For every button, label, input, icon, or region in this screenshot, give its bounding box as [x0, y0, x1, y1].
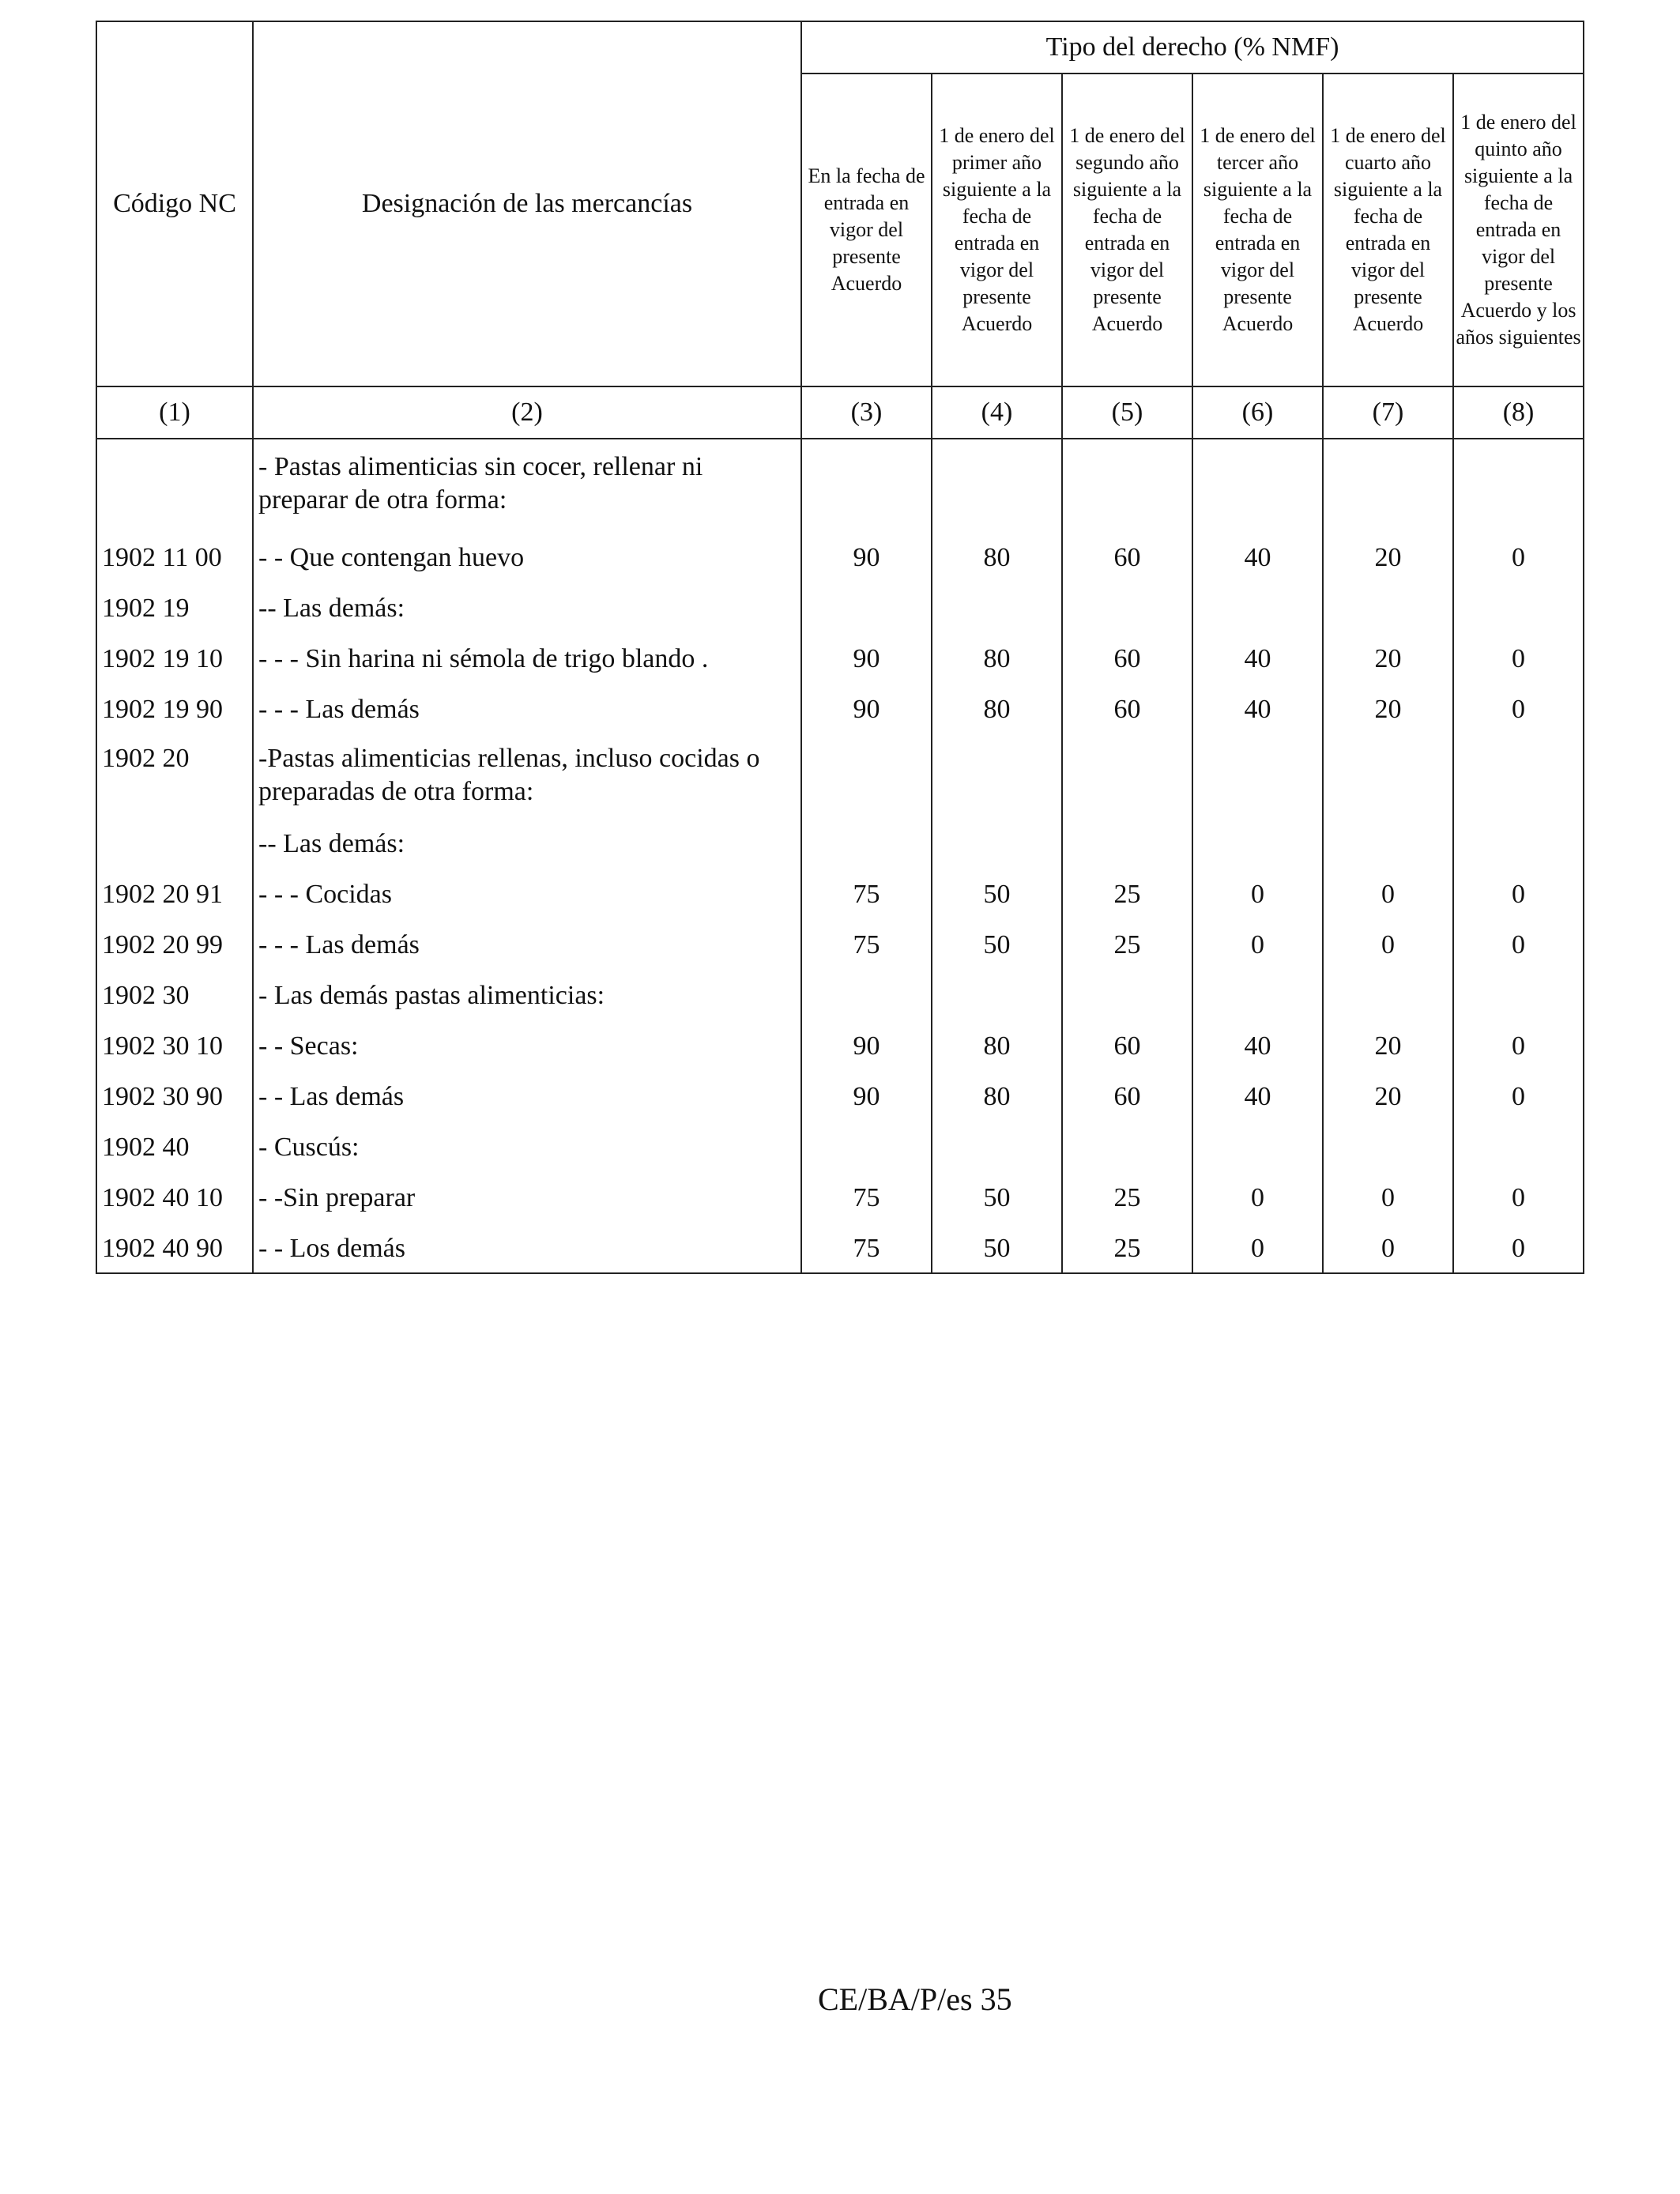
duty-rate-cell: 0 — [1453, 869, 1584, 919]
duty-rate-cell: 90 — [801, 1020, 932, 1071]
header-col-4: 1 de enero del primer año siguiente a la fecha de entrada en vigor del presente Acuerdo — [932, 74, 1062, 386]
duty-rate-cell — [1192, 1122, 1323, 1172]
table-row — [96, 532, 1584, 582]
duty-rate-cell — [1323, 439, 1453, 532]
duty-rate-cell: 0 — [1453, 1020, 1584, 1071]
nc-code-cell: 1902 30 90 — [96, 1071, 253, 1122]
duty-rate-cell — [1192, 818, 1323, 869]
duty-rate-cell: 25 — [1062, 869, 1192, 919]
header-col-3: En la fecha de entrada en vigor del presente Acuerdo — [801, 74, 932, 386]
nc-code-cell: 1902 40 — [96, 1122, 253, 1172]
duty-rate-cell: 40 — [1192, 1071, 1323, 1122]
duty-rate-cell: 0 — [1192, 1172, 1323, 1223]
description-cell: - - Que contengan huevo — [253, 532, 801, 582]
duty-rate-cell: 0 — [1453, 919, 1584, 970]
duty-rate-cell — [932, 734, 1062, 818]
duty-rate-cell: 90 — [801, 1071, 932, 1122]
header-codigo-nc: Código NC — [96, 21, 253, 386]
duty-rate-cell — [1323, 970, 1453, 1020]
duty-rate-cell: 25 — [1062, 919, 1192, 970]
duty-rate-cell — [1323, 818, 1453, 869]
duty-rate-cell — [1323, 582, 1453, 633]
duty-rate-cell: 50 — [932, 1172, 1062, 1223]
duty-rate-cell: 50 — [932, 1223, 1062, 1273]
duty-rate-cell: 40 — [1192, 1020, 1323, 1071]
duty-rate-cell — [1062, 818, 1192, 869]
duty-rate-cell: 75 — [801, 869, 932, 919]
description-cell: -Pastas alimenticias rellenas, incluso cocidas o preparadas de otra forma: — [253, 734, 801, 818]
table-header — [96, 21, 1584, 439]
duty-rate-cell: 80 — [932, 633, 1062, 684]
header-col-8: 1 de enero del quinto año siguiente a la fecha de entrada en vigor del presente Acuerdo y los años siguientes — [1453, 74, 1584, 386]
column-number: (5) — [1062, 386, 1192, 439]
duty-rate-cell — [1062, 582, 1192, 633]
duty-rate-cell — [801, 582, 932, 633]
duty-rate-cell: 0 — [1323, 869, 1453, 919]
duty-rate-cell — [1192, 734, 1323, 818]
duty-rate-cell — [1453, 818, 1584, 869]
description-cell: - - Los demás — [253, 1223, 801, 1273]
duty-rate-cell: 0 — [1453, 633, 1584, 684]
description-cell: - - - Las demás — [253, 684, 801, 734]
duty-rate-cell — [801, 734, 932, 818]
duty-rate-cell — [1192, 582, 1323, 633]
duty-rate-cell: 90 — [801, 684, 932, 734]
duty-rate-cell — [932, 1122, 1062, 1172]
duty-rate-cell: 75 — [801, 919, 932, 970]
duty-rate-cell: 50 — [932, 869, 1062, 919]
duty-rate-cell: 0 — [1323, 919, 1453, 970]
duty-rate-cell — [1062, 734, 1192, 818]
description-cell: - Las demás pastas alimenticias: — [253, 970, 801, 1020]
description-cell: - Cuscús: — [253, 1122, 801, 1172]
nc-code-cell — [96, 439, 253, 532]
duty-rate-cell — [1453, 734, 1584, 818]
duty-rate-cell: 0 — [1323, 1172, 1453, 1223]
duty-rate-cell: 60 — [1062, 1071, 1192, 1122]
duty-rate-cell: 80 — [932, 1071, 1062, 1122]
duty-rate-cell: 0 — [1323, 1223, 1453, 1273]
table-row — [96, 633, 1584, 684]
duty-rate-cell — [1453, 1122, 1584, 1172]
duty-rate-cell: 0 — [1192, 1223, 1323, 1273]
tariff-table — [96, 21, 1584, 1274]
duty-rate-cell — [801, 1122, 932, 1172]
duty-rate-cell: 20 — [1323, 1071, 1453, 1122]
duty-rate-cell: 40 — [1192, 532, 1323, 582]
header-col-6: 1 de enero del tercer año siguiente a la fecha de entrada en vigor del presente Acuerdo — [1192, 74, 1323, 386]
description-cell: -- Las demás: — [253, 818, 801, 869]
duty-rate-cell — [932, 818, 1062, 869]
table-row — [96, 439, 1584, 532]
duty-rate-cell: 20 — [1323, 532, 1453, 582]
table-row — [96, 1071, 1584, 1122]
duty-rate-cell: 80 — [932, 532, 1062, 582]
table-row — [96, 869, 1584, 919]
header-tipo-derecho: Tipo del derecho (% NMF) — [801, 21, 1584, 74]
description-cell: -- Las demás: — [253, 582, 801, 633]
table-row — [96, 1020, 1584, 1071]
header-col-7: 1 de enero del cuarto año siguiente a la fecha de entrada en vigor del presente Acuerdo — [1323, 74, 1453, 386]
column-number: (2) — [253, 386, 801, 439]
duty-rate-cell — [1192, 970, 1323, 1020]
duty-rate-cell: 25 — [1062, 1172, 1192, 1223]
duty-rate-cell — [932, 970, 1062, 1020]
duty-rate-cell: 50 — [932, 919, 1062, 970]
nc-code-cell: 1902 20 91 — [96, 869, 253, 919]
duty-rate-cell: 75 — [801, 1172, 932, 1223]
table-row — [96, 684, 1584, 734]
duty-rate-cell — [801, 818, 932, 869]
duty-rate-cell: 60 — [1062, 684, 1192, 734]
table-row — [96, 1172, 1584, 1223]
description-cell: - - Las demás — [253, 1071, 801, 1122]
nc-code-cell: 1902 19 90 — [96, 684, 253, 734]
table-row — [96, 734, 1584, 818]
nc-code-cell: 1902 20 — [96, 734, 253, 818]
description-cell: - -Sin preparar — [253, 1172, 801, 1223]
table-row — [96, 818, 1584, 869]
nc-code-cell: 1902 20 99 — [96, 919, 253, 970]
duty-rate-cell: 0 — [1453, 532, 1584, 582]
duty-rate-cell — [1453, 439, 1584, 532]
duty-rate-cell: 20 — [1323, 684, 1453, 734]
duty-rate-cell: 60 — [1062, 1020, 1192, 1071]
duty-rate-cell — [1323, 734, 1453, 818]
column-number: (3) — [801, 386, 932, 439]
column-number: (7) — [1323, 386, 1453, 439]
nc-code-cell: 1902 30 10 — [96, 1020, 253, 1071]
header-col-5: 1 de enero del segundo año siguiente a la fecha de entrada en vigor del presente Acuerdo — [1062, 74, 1192, 386]
table-row — [96, 582, 1584, 633]
duty-rate-cell: 60 — [1062, 532, 1192, 582]
duty-rate-cell — [1062, 1122, 1192, 1172]
duty-rate-cell: 75 — [801, 1223, 932, 1273]
duty-rate-cell: 90 — [801, 633, 932, 684]
duty-rate-cell: 0 — [1453, 1071, 1584, 1122]
duty-rate-cell — [1453, 582, 1584, 633]
column-number: (4) — [932, 386, 1062, 439]
duty-rate-cell: 25 — [1062, 1223, 1192, 1273]
page-footer: CE/BA/P/es 35 — [818, 1981, 1012, 2017]
header-designacion: Designación de las mercancías — [253, 21, 801, 386]
duty-rate-cell: 60 — [1062, 633, 1192, 684]
description-cell: - - Secas: — [253, 1020, 801, 1071]
duty-rate-cell: 0 — [1453, 684, 1584, 734]
column-number: (1) — [96, 386, 253, 439]
duty-rate-cell: 0 — [1453, 1223, 1584, 1273]
nc-code-cell: 1902 19 — [96, 582, 253, 633]
duty-rate-cell: 0 — [1453, 1172, 1584, 1223]
duty-rate-cell — [1062, 970, 1192, 1020]
duty-rate-cell — [1453, 970, 1584, 1020]
column-number: (6) — [1192, 386, 1323, 439]
column-number: (8) — [1453, 386, 1584, 439]
duty-rate-cell — [1192, 439, 1323, 532]
duty-rate-cell: 40 — [1192, 633, 1323, 684]
nc-code-cell: 1902 30 — [96, 970, 253, 1020]
nc-code-cell: 1902 19 10 — [96, 633, 253, 684]
table-body — [96, 439, 1584, 1273]
duty-rate-cell — [801, 439, 932, 532]
duty-rate-cell — [932, 439, 1062, 532]
duty-rate-cell: 80 — [932, 684, 1062, 734]
duty-rate-cell: 40 — [1192, 684, 1323, 734]
table-row — [96, 1122, 1584, 1172]
nc-code-cell: 1902 40 10 — [96, 1172, 253, 1223]
table-row — [96, 1223, 1584, 1273]
description-cell: - - - Las demás — [253, 919, 801, 970]
duty-rate-cell: 0 — [1192, 919, 1323, 970]
table-row — [96, 970, 1584, 1020]
description-cell: - Pastas alimenticias sin cocer, rellenar ni preparar de otra forma: — [253, 439, 801, 532]
duty-rate-cell: 20 — [1323, 1020, 1453, 1071]
duty-rate-cell — [1323, 1122, 1453, 1172]
nc-code-cell: 1902 11 00 — [96, 532, 253, 582]
column-number-row — [96, 386, 1584, 439]
duty-rate-cell: 80 — [932, 1020, 1062, 1071]
duty-rate-cell: 20 — [1323, 633, 1453, 684]
duty-rate-cell — [801, 970, 932, 1020]
duty-rate-cell — [1062, 439, 1192, 532]
nc-code-cell: 1902 40 90 — [96, 1223, 253, 1273]
duty-rate-cell: 90 — [801, 532, 932, 582]
description-cell: - - - Cocidas — [253, 869, 801, 919]
duty-rate-cell — [932, 582, 1062, 633]
nc-code-cell — [96, 818, 253, 869]
table-row — [96, 919, 1584, 970]
description-cell: - - - Sin harina ni sémola de trigo blando . — [253, 633, 801, 684]
duty-rate-cell: 0 — [1192, 869, 1323, 919]
